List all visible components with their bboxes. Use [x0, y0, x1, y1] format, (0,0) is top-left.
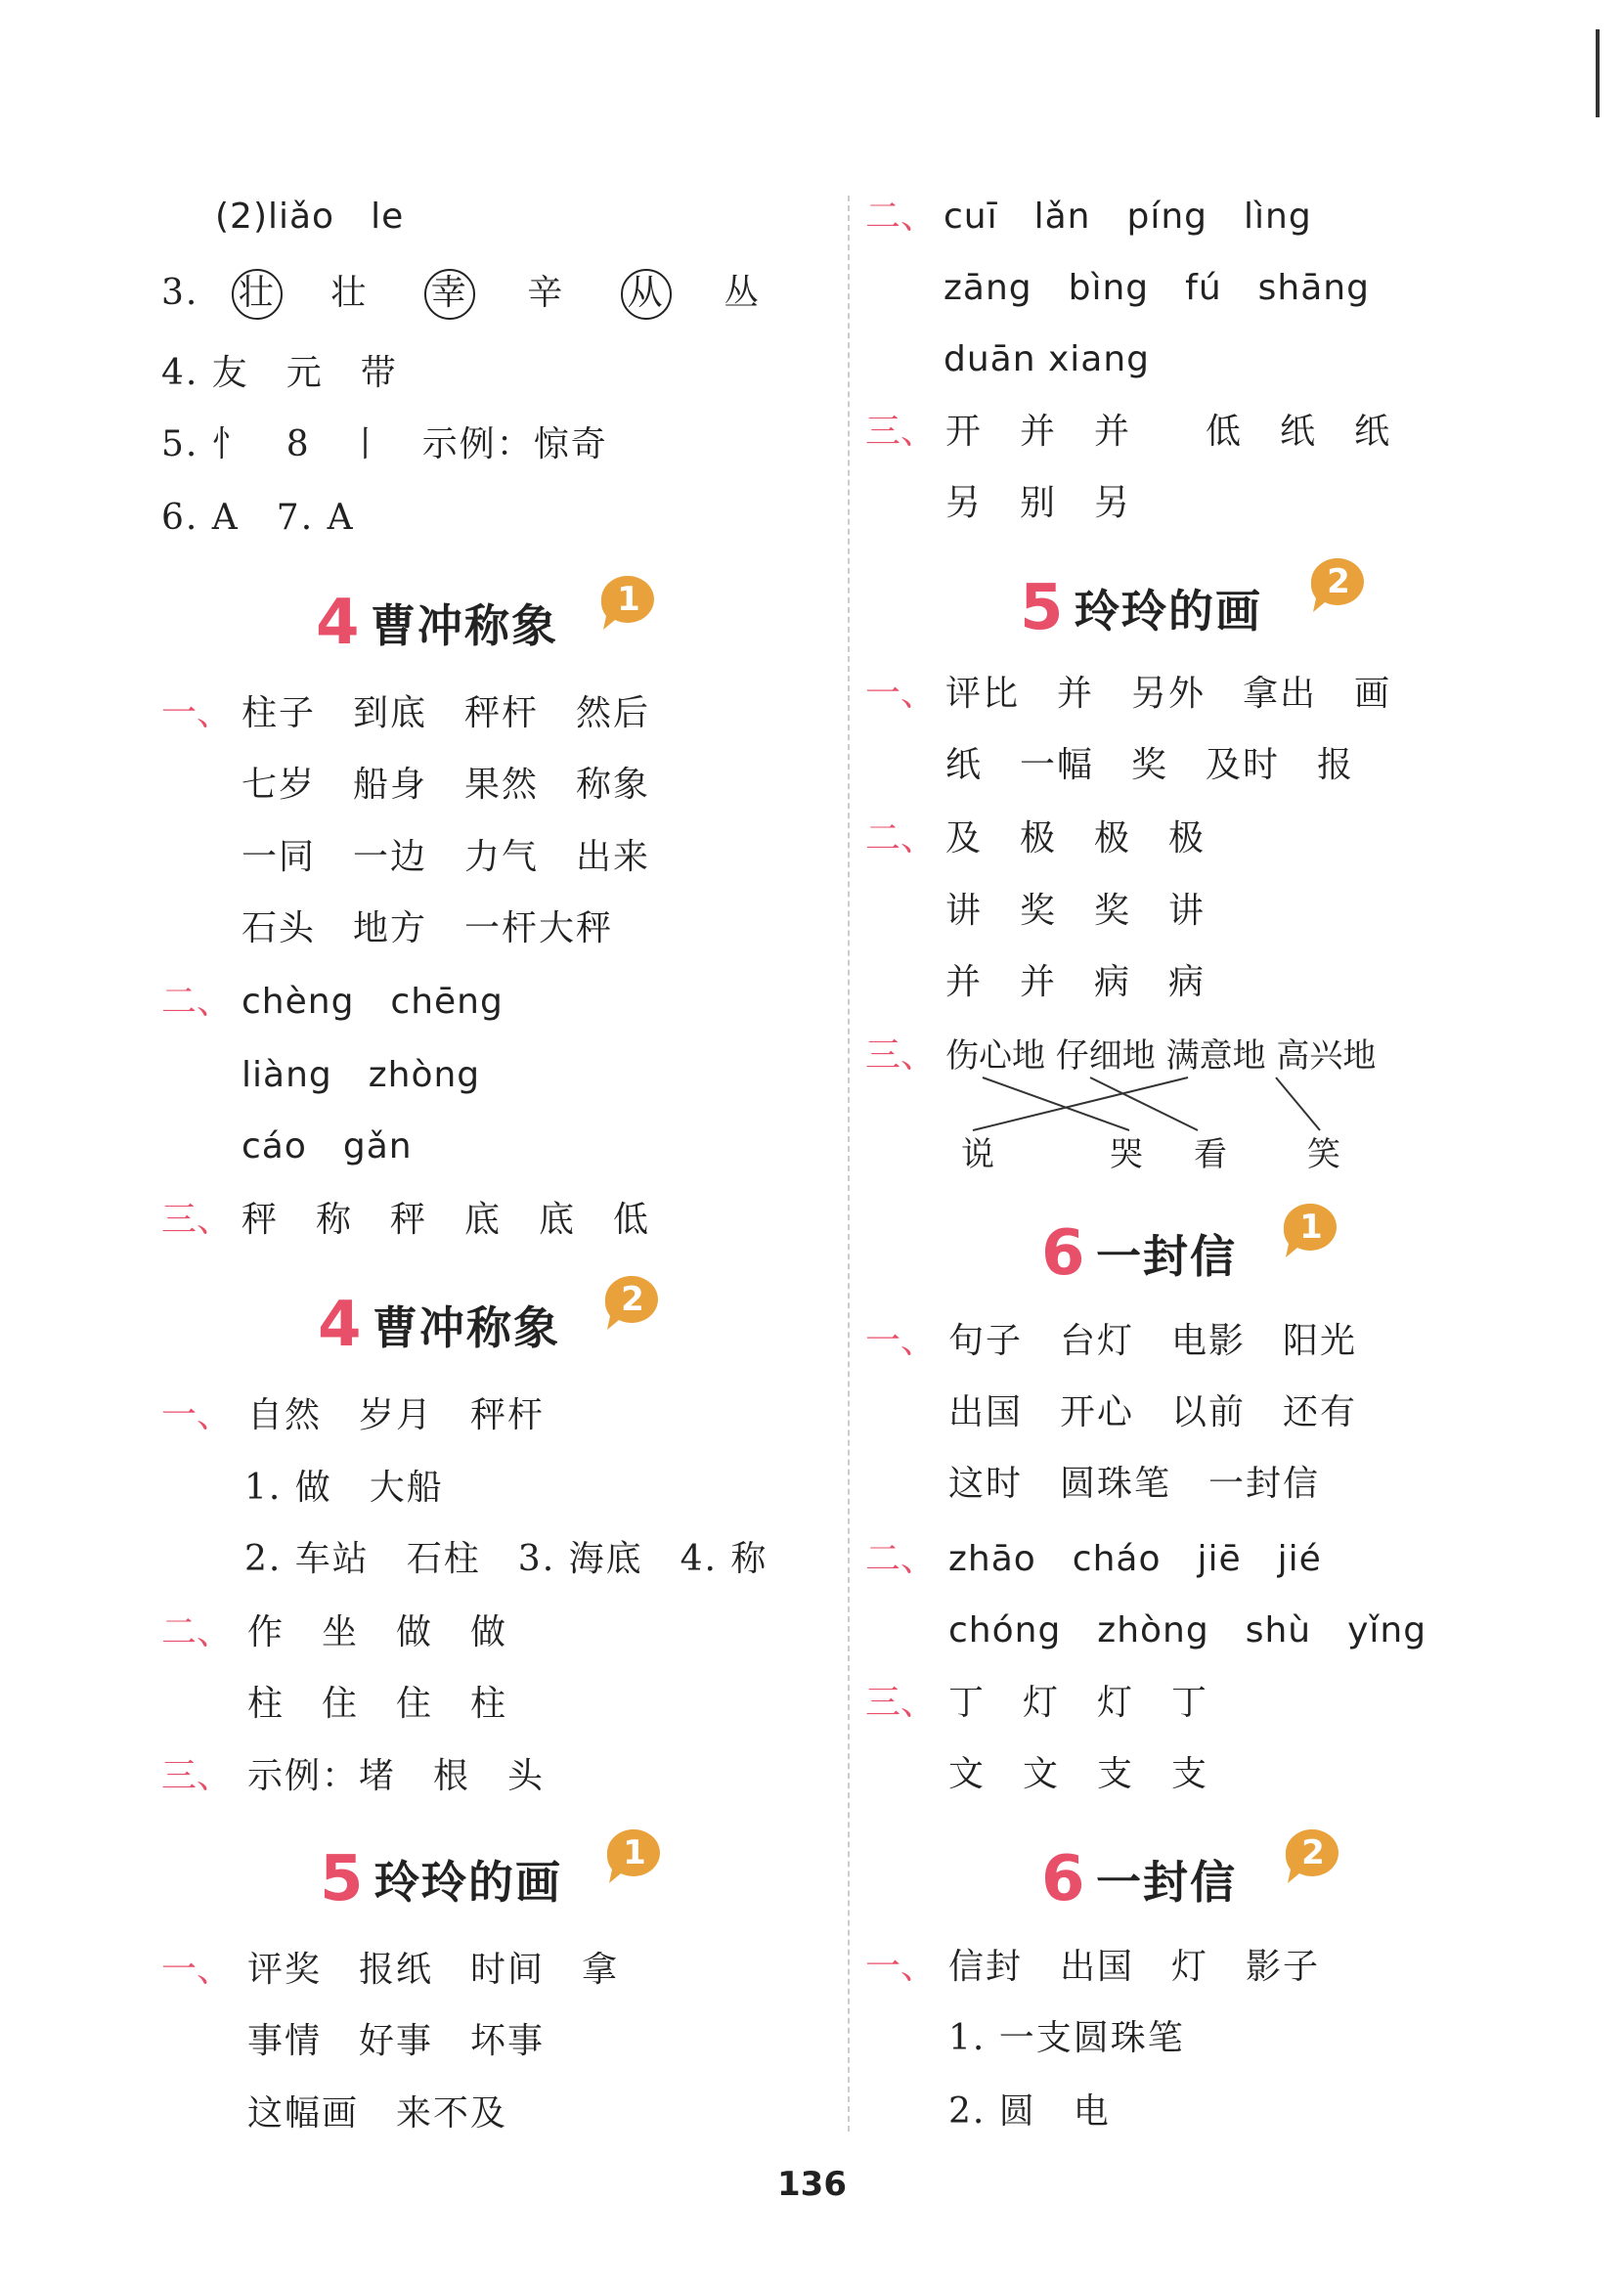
answer-line: 开 并 并 低 纸 纸 — [945, 412, 1392, 452]
answer-line: 这幅画 来不及 — [247, 2093, 508, 2134]
answer-line: 柱 住 住 柱 — [247, 1684, 508, 1724]
answer-line: 4. 友 元 带 — [161, 353, 398, 393]
answer-line: 纸 一幅 奖 及时 报 — [945, 745, 1355, 785]
answer-line: 丁 灯 灯 丁 — [948, 1683, 1209, 1723]
answer-line: 评比 并 另外 拿出 画 — [945, 674, 1392, 714]
page-number: 136 — [777, 2165, 847, 2204]
answer-line: 2. 车站 石柱 3. 海底 4. 称 — [244, 1539, 768, 1579]
section-marker: 三、 — [865, 1035, 937, 1076]
section-marker: 三、 — [865, 1683, 937, 1723]
badge-number: 1 — [617, 580, 640, 619]
pinyin-line: liàng zhòng — [241, 1055, 481, 1095]
speech-bubble-badge — [1303, 553, 1372, 614]
lesson-title: 曹冲称象 — [373, 1301, 560, 1354]
badge-number: 2 — [621, 1280, 644, 1319]
answer-char: 壮 — [330, 273, 369, 313]
section-heading — [320, 1843, 730, 1931]
answer-line: 2. 圆 电 — [948, 2091, 1111, 2132]
section-marker: 二、 — [865, 1539, 937, 1579]
match-word: 说 — [961, 1135, 994, 1173]
answer-line: 信封 出国 灯 影子 — [948, 1947, 1321, 1987]
match-line — [1276, 1078, 1320, 1130]
pinyin-line: zhāo cháo jiē jié — [948, 1539, 1322, 1579]
answer-char: 辛 — [527, 273, 565, 313]
speech-bubble-badge — [1278, 1825, 1346, 1885]
lesson-number: 5 — [320, 1843, 364, 1915]
match-word: 哭 — [1110, 1135, 1143, 1173]
lesson-number: 4 — [316, 587, 360, 659]
pinyin-line: zāng bìng fú shāng — [944, 268, 1370, 308]
speech-bubble-badge — [593, 571, 662, 632]
section-marker: 一、 — [161, 1950, 233, 1990]
column-divider — [848, 196, 850, 2132]
section-heading — [1041, 1217, 1432, 1305]
answer-line: 6. A 7. A — [161, 498, 355, 538]
matching-lines — [944, 1076, 1354, 1173]
match-word: 笑 — [1307, 1135, 1340, 1173]
answer-line: 1. 做 大船 — [244, 1468, 444, 1508]
section-marker: 二、 — [161, 1612, 233, 1652]
circled-char: 从 — [621, 269, 672, 320]
answer-line: 伤心地 仔细地 满意地 高兴地 — [945, 1036, 1377, 1076]
answer-line: 文 文 支 支 — [948, 1754, 1209, 1794]
circled-char: 幸 — [424, 269, 475, 320]
section-marker: 三、 — [161, 1756, 233, 1796]
section-marker: 一、 — [161, 1395, 233, 1435]
answer-line: 讲 奖 奖 讲 — [945, 891, 1207, 931]
lesson-number: 5 — [1020, 572, 1064, 644]
section-marker: 三、 — [161, 1200, 233, 1240]
badge-number: 2 — [1327, 562, 1350, 601]
section-heading — [1041, 1843, 1432, 1931]
lesson-title: 一封信 — [1096, 1856, 1237, 1909]
pinyin-line: chèng chēng — [241, 982, 504, 1022]
section-marker: 一、 — [161, 693, 233, 733]
section-marker: 三、 — [865, 412, 937, 452]
answer-line: 七岁 船身 果然 称象 — [241, 765, 651, 805]
badge-number: 2 — [1301, 1833, 1325, 1872]
answer-line: 一同 一边 力气 出来 — [241, 837, 651, 877]
answer-line: 5. 忄 8 丨 示例：惊奇 — [161, 424, 608, 464]
answer-line: 另 别 另 — [945, 483, 1132, 523]
lesson-number: 6 — [1041, 1843, 1085, 1915]
pinyin-line: cáo gǎn — [241, 1126, 413, 1166]
badge-number: 1 — [623, 1833, 646, 1872]
answer-line: 1. 一支圆珠笔 — [948, 2018, 1185, 2058]
speech-bubble-badge — [597, 1271, 666, 1332]
circled-char: 壮 — [232, 269, 283, 320]
section-marker: 一、 — [865, 674, 937, 714]
answer-line: 这时 圆珠笔 一封信 — [948, 1464, 1321, 1504]
lesson-number: 4 — [318, 1289, 362, 1361]
answer-line: (2)liǎo le — [215, 197, 405, 237]
answer-line: 句子 台灯 电影 阳光 — [948, 1321, 1358, 1361]
section-heading — [316, 587, 726, 675]
lesson-number: 6 — [1041, 1217, 1085, 1290]
answer-line: 作 坐 做 做 — [247, 1612, 508, 1652]
answer-line: 出国 开心 以前 还有 — [948, 1392, 1358, 1432]
section-marker: 二、 — [865, 197, 937, 237]
pinyin-line: cuī lǎn píng lìng — [944, 197, 1312, 237]
match-word: 看 — [1194, 1135, 1227, 1173]
lesson-title: 一封信 — [1096, 1230, 1237, 1283]
answer-line-circled — [161, 274, 761, 314]
pinyin-line: duān xiang — [944, 339, 1151, 379]
section-marker: 一、 — [865, 1321, 937, 1361]
speech-bubble-badge — [1276, 1199, 1344, 1259]
lesson-title: 玲玲的画 — [374, 1856, 562, 1909]
answer-line: 柱子 到底 秤杆 然后 — [241, 693, 651, 733]
answer-line: 秤 称 秤 底 底 低 — [241, 1200, 651, 1240]
corner-rule — [1596, 29, 1600, 117]
section-heading — [318, 1289, 728, 1377]
badge-number: 1 — [1299, 1208, 1323, 1247]
answer-line: 自然 岁月 秤杆 — [247, 1395, 546, 1435]
section-marker: 一、 — [865, 1947, 937, 1987]
speech-bubble-badge — [599, 1825, 668, 1885]
answer-line: 评奖 报纸 时间 拿 — [247, 1950, 620, 1990]
lesson-title: 曹冲称象 — [371, 599, 558, 652]
answer-line: 并 并 病 病 — [945, 962, 1207, 1002]
answer-line: 示例：堵 根 头 — [247, 1756, 546, 1796]
section-marker: 二、 — [161, 982, 233, 1022]
pinyin-line: chóng zhòng shù yǐng — [948, 1610, 1427, 1650]
lesson-title: 玲玲的画 — [1075, 585, 1262, 638]
answer-line: 石头 地方 一杆大秤 — [241, 908, 614, 948]
answer-line: 事情 好事 坏事 — [247, 2021, 546, 2061]
section-marker: 二、 — [865, 818, 937, 858]
answer-char: 丛 — [724, 273, 762, 313]
answer-line: 及 极 极 极 — [945, 818, 1207, 858]
item-number: 3. — [161, 273, 199, 313]
